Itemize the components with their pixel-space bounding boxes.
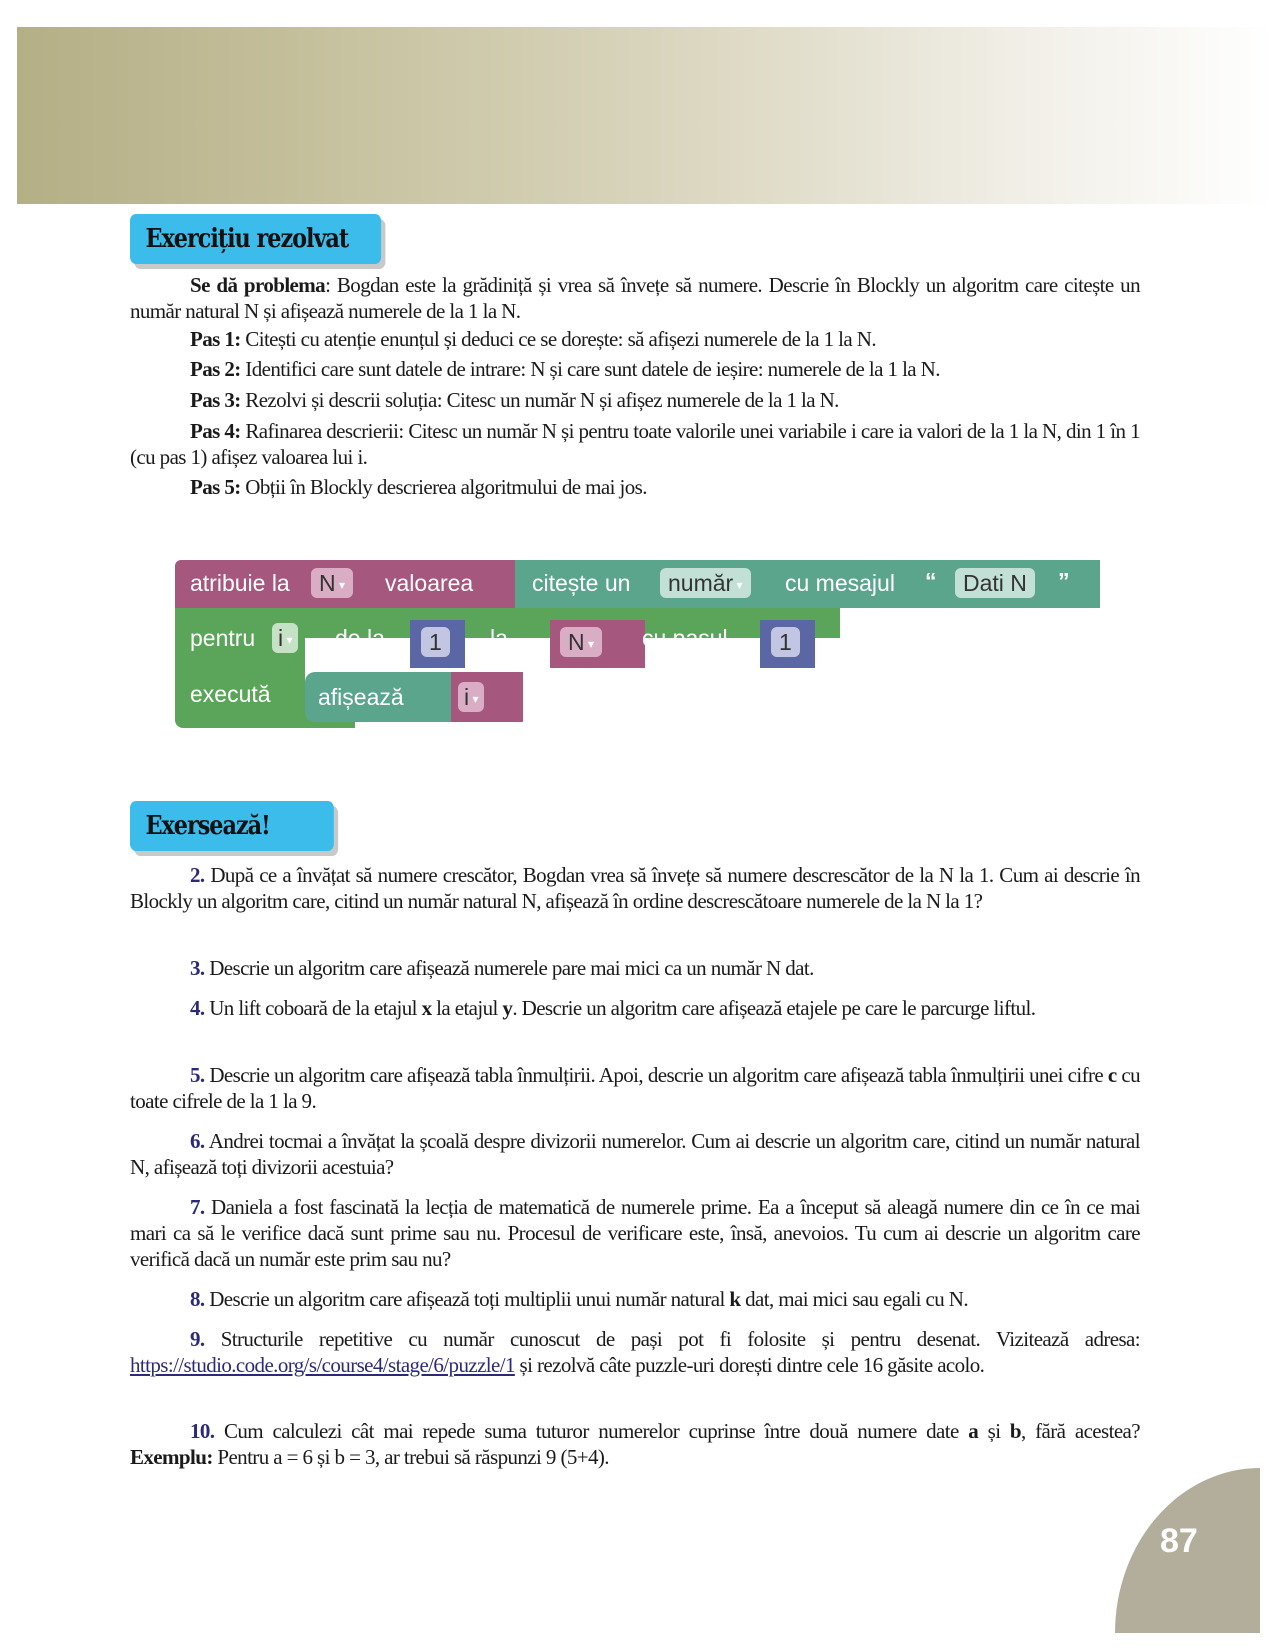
read-type-dropdown[interactable]: număr ▾	[660, 568, 751, 598]
exercise-number: 3.	[190, 956, 205, 980]
page-number: 87	[1160, 1522, 1198, 1560]
step-value-field[interactable]: 1	[771, 627, 800, 657]
print-variable-dropdown[interactable]: i ▾	[458, 682, 484, 712]
header-banner	[17, 27, 1275, 204]
step-3	[130, 387, 1140, 413]
exercise-text: Daniela a fost fascinată la lecția de matematică de numerele prime. Ea a început să aleagă numere din ce în ce mai mari ca să le verifice dacă sunt prime sau nu. Procesul de verificare este, însă, anevoios. Tu cum ai descrie un algoritm care verifică dacă un număr este prim sau nu?	[130, 1195, 1140, 1271]
from-value-field[interactable]: 1	[421, 627, 450, 657]
var-k: k	[729, 1287, 741, 1311]
step-text: Rezolvi și descrii soluția: Citesc un număr N și afișez numerele de la 1 la N.	[240, 388, 839, 412]
set-label: atribuie la	[190, 570, 290, 596]
exercise-text: Un lift coboară de la etajul	[209, 996, 422, 1020]
problem-text: : Bogdan este la grădiniță și vrea să învețe să numere. Descrie în Blockly un algoritm care citește un număr natural N și afișează numerele de la 1 la N.	[130, 273, 1140, 323]
message-field[interactable]: Dati N	[955, 568, 1035, 598]
exercise-number: 6.	[190, 1129, 205, 1153]
read-label: citește un	[532, 570, 631, 596]
do-label: execută	[190, 681, 271, 707]
code-org-link[interactable]: https://studio.code.org/s/course4/stage/6/puzzle/1	[130, 1353, 515, 1377]
exercise-3	[130, 955, 1140, 981]
exercise-text: și	[978, 1419, 1010, 1443]
step-4	[130, 418, 1140, 470]
exercise-text: Structurile repetitive cu număr cunoscut de pași pot fi folosite și pentru desenat. Vizitează adresa:	[220, 1327, 1140, 1351]
for-label: pentru	[190, 625, 256, 651]
step-label: Pas 5:	[190, 475, 241, 499]
exercise-number: 5.	[190, 1063, 205, 1087]
exercise-number: 4.	[190, 996, 205, 1020]
set-variable-dropdown[interactable]: N ▾	[311, 568, 353, 598]
exercise-text: Cum calculezi cât mai repede suma tuturor numerelor cuprinse între două numere date	[223, 1419, 969, 1443]
exercise-number: 9.	[190, 1327, 205, 1351]
print-label: afișează	[318, 684, 404, 710]
exercise-text: După ce a învățat să numere crescător, Bogdan vrea să învețe să numere descrescător de la N la 1. Cum ai descrie în Blockly un algoritm care, citind un număr natural N, afișează în ordine descrescătoare numerele de la N la 1?	[130, 863, 1140, 913]
exercise-text: Descrie un algoritm care afișează numerele pare mai mici ca un număr N dat.	[209, 956, 814, 980]
step-label: Pas 3:	[190, 388, 241, 412]
exercise-5	[130, 1062, 1140, 1114]
close-quote-icon: ”	[1058, 568, 1070, 594]
step-text: Obții în Blockly descrierea algoritmului de mai jos.	[240, 475, 647, 499]
step-label: Pas 1:	[190, 327, 241, 351]
to-variable-dropdown[interactable]: N ▾	[560, 627, 602, 657]
exercise-text: Pentru a = 6 și b = 3, ar trebui să răspunzi 9 (5+4).	[212, 1445, 609, 1469]
var-y: y	[502, 996, 513, 1020]
exercise-number: 7.	[190, 1195, 205, 1219]
from-label: de la	[335, 625, 385, 651]
var-c: c	[1107, 1063, 1117, 1087]
var-b: b	[1009, 1419, 1022, 1443]
exercise-2	[130, 862, 1140, 914]
step-text: Rafinarea descrierii: Citesc un număr N și pentru toate valorile unei variabile i care ia valori de la 1 la N, din 1 în 1 (cu pas 1) afișez valoarea lui i.	[130, 419, 1140, 469]
loop-variable-dropdown[interactable]: i ▾	[272, 623, 298, 653]
step-text: Identifici care sunt datele de intrare: N și care sunt datele de ieșire: numerele de la 1 la N.	[240, 357, 940, 381]
step-label: Pas 4:	[190, 419, 241, 443]
solved-exercise-heading: Exercițiu rezolvat	[130, 214, 381, 264]
exercise-4	[130, 995, 1140, 1021]
exercise-6	[130, 1128, 1140, 1180]
to-label: la	[490, 625, 508, 651]
exercise-text: Andrei tocmai a învățat la școală despre divizorii numerelor. Cum ai descrie un algoritm care, citind un număr natural N, afișează toți divizorii acestuia?	[130, 1129, 1140, 1179]
exercise-text: , fără acestea?	[1021, 1419, 1140, 1443]
step-2	[130, 356, 1140, 382]
problem-statement	[130, 272, 1140, 324]
var-x: x	[421, 996, 432, 1020]
exercise-text: Descrie un algoritm care afișează toți multiplii unui număr natural	[209, 1287, 730, 1311]
example-label: Exemplu:	[130, 1445, 213, 1469]
exercise-text: și rezolvă câte puzzle-uri dorești dintre cele 16 găsite acolo.	[514, 1353, 985, 1377]
exercise-text: dat, mai mici sau egali cu N.	[740, 1287, 968, 1311]
problem-label: Se dă problema	[190, 273, 326, 297]
step-text: Citești cu atenție enunțul și deduci ce se dorește: să afișezi numerele de la 1 la N.	[240, 327, 876, 351]
step-1	[130, 326, 1140, 352]
step-5	[130, 474, 1140, 500]
exercise-text: Descrie un algoritm care afișează tabla înmulțirii. Apoi, descrie un algoritm care afișează tabla înmulțirii unei cifre	[209, 1063, 1108, 1087]
step-label: cu pasul	[642, 625, 728, 651]
exercise-10	[130, 1418, 1140, 1470]
practice-heading: Exersează!	[130, 801, 334, 851]
exercise-7	[130, 1194, 1140, 1272]
message-label: cu mesajul	[785, 570, 895, 596]
var-a: a	[968, 1419, 979, 1443]
exercise-text: cu toate cifrele de la 1 la 9.	[130, 1063, 1140, 1113]
exercise-number: 8.	[190, 1287, 205, 1311]
exercise-9	[130, 1326, 1140, 1378]
exercise-number: 2.	[190, 863, 205, 887]
exercise-text: . Descrie un algoritm care afișează etajele pe care le parcurge liftul.	[512, 996, 1036, 1020]
exercise-text: la etajul	[431, 996, 503, 1020]
exercise-8	[130, 1286, 1140, 1312]
value-label: valoarea	[385, 570, 474, 596]
step-label: Pas 2:	[190, 357, 241, 381]
open-quote-icon: “	[925, 568, 937, 594]
exercise-number: 10.	[190, 1419, 215, 1443]
